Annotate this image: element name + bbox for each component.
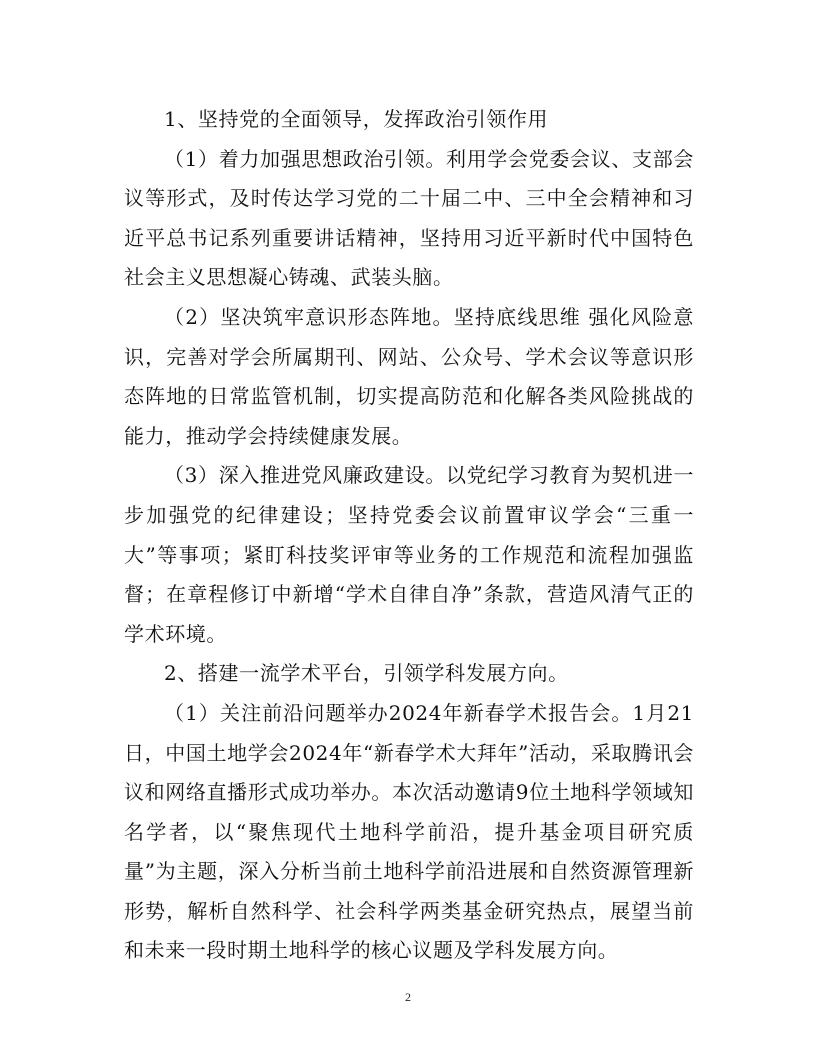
paragraph-1-3: （3）深入推进党风廉政建设。以党纪学习教育为契机进一步加强党的纪律建设；坚持党委会议前置审议学会“三重一大”等事项；紧盯科技奖评审等业务的工作规范和流程加强监督；在章程修订中新增“学术自律自净”条款，营造风清气正的学术环境。: [124, 463, 694, 646]
paragraph-2-1: （1）关注前沿问题举办2024年新春学术报告会。1月21日，中国土地学会2024年“新春学术大拜年”活动，采取腾讯会议和网络直播形式成功举办。本次活动邀请9位土地科学领域知名学者，以“聚焦现代土地科学前沿，提升基金项目研究质量”为主题，深入分析当前土地科学前沿进展和自然资源管理新形势，解析自然科学、社会科学两类基金研究热点，展望当前和未来一段时期土地科学的核心议题及学科发展方向。: [124, 700, 694, 963]
paragraph-1-1: （1）着力加强思想政治引领。利用学会党委会议、支部会议等形式，及时传达学习党的二十届二中、三中全会精神和习近平总书记系列重要讲话精神，坚持用习近平新时代中国特色社会主义思想凝心铸魂、武装头脑。: [124, 146, 694, 290]
section-heading-1: 1、坚持党的全面领导，发挥政治引领作用: [164, 107, 549, 131]
document-body: [124, 100, 694, 971]
page-number: 2: [405, 990, 411, 1004]
section-heading-2: 2、搭建一流学术平台，引领学科发展方向。: [164, 661, 569, 686]
paragraph-1-2: （2）坚决筑牢意识形态阵地。坚持底线思维 强化风险意识，完善对学会所属期刊、网站、公众号、学术会议等意识形态阵地的日常监管机制，切实提高防范和化解各类风险挑战的能力，推动学会持续健康发展。: [124, 304, 694, 448]
